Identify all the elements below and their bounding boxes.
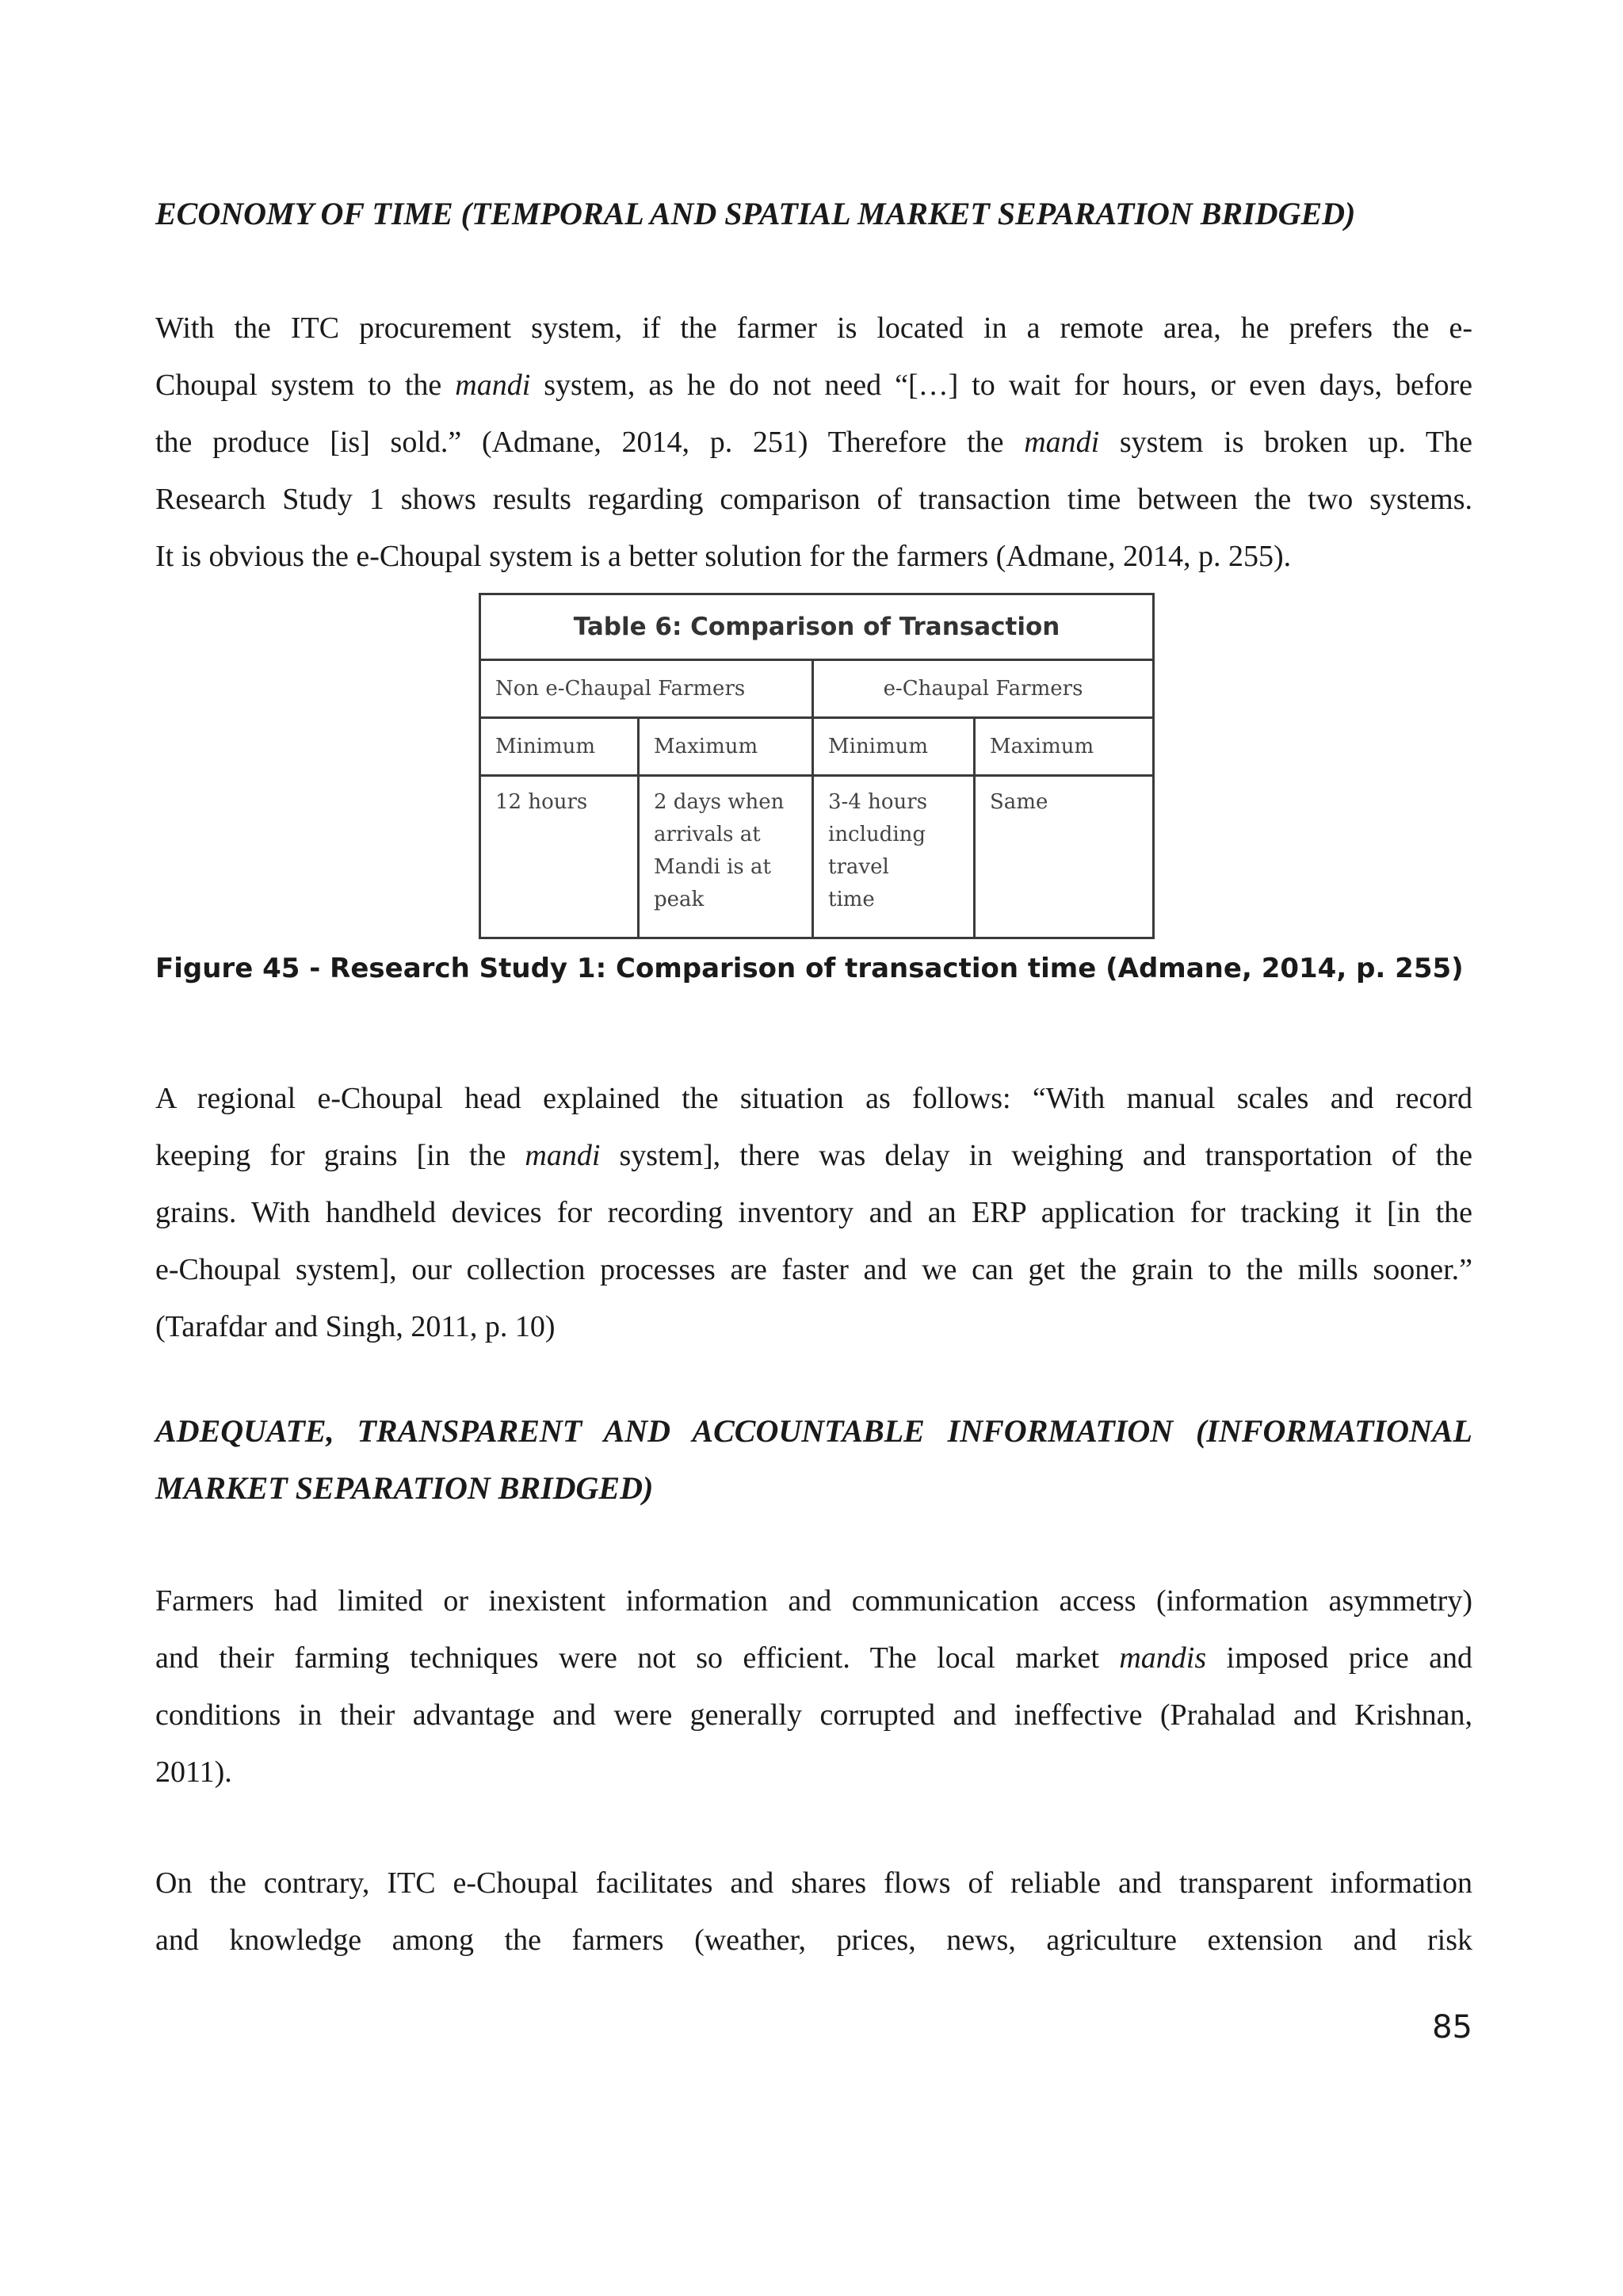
paragraph-line: and their farming techniques were not so efficient. The local market mandis imposed price and (155, 1641, 1472, 1675)
paragraph-line: e-Choupal system], our collection processes are faster and we can get the grain to the mills sooner.” (155, 1253, 1472, 1286)
table-cell: 2 days when arrivals at Mandi is at peak (639, 776, 813, 938)
italic-term: mandi (525, 1139, 601, 1172)
paragraph-line: Choupal system to the mandi system, as he do not need “[…] to wait for hours, or even days, before (155, 369, 1473, 402)
paragraph-line: Farmers had limited or inexistent information and communication access (information asymmetry) (155, 1584, 1472, 1618)
paragraph-line: and knowledge among the farmers (weather, prices, news, agriculture extension and risk (155, 1924, 1472, 1957)
paragraph-line: Research Study 1 shows results regarding comparison of transaction time between the two systems. (155, 483, 1472, 516)
heading-line: ADEQUATE, TRANSPARENT AND ACCOUNTABLE INFORMATION (INFORMATIONAL (155, 1413, 1472, 1449)
heading-line: MARKET SEPARATION BRIDGED) (155, 1470, 654, 1506)
comparison-table-figure (479, 593, 1152, 930)
paragraph-line: On the contrary, ITC e-Choupal facilitates and shares flows of reliable and transparent information (155, 1866, 1472, 1900)
paragraph-line: With the ITC procurement system, if the farmer is located in a remote area, he prefers the e- (155, 311, 1472, 345)
table-cell: 12 hours (480, 776, 639, 938)
paragraph-line: It is obvious the e-Choupal system is a better solution for the farmers (Admane, 2014, p. 255). (155, 540, 1292, 573)
paragraph-itc-facilitates (155, 1855, 1472, 1969)
paragraph-procurement-system (155, 300, 1472, 585)
italic-term: mandi (455, 369, 531, 402)
comparison-table (479, 593, 1155, 939)
section-heading-information (155, 1403, 1472, 1517)
italic-term: mandi (1024, 426, 1100, 459)
paragraph-limited-information (155, 1572, 1472, 1801)
group-header-echaupal: e-Chaupal Farmers (813, 660, 1154, 718)
page-number: 85 (1432, 2009, 1472, 2046)
paragraph-regional-head-quote (155, 1070, 1472, 1355)
column-header-minimum: Minimum (480, 718, 639, 776)
table-title: Table 6: Comparison of Transaction (480, 594, 1154, 660)
paragraph-line: 2011). (155, 1755, 232, 1789)
figure-caption: Figure 45 - Research Study 1: Comparison of transaction time (Admane, 2014, p. 255) (155, 953, 1464, 984)
group-header-non-echaupal: Non e-Chaupal Farmers (480, 660, 813, 718)
paragraph-line: conditions in their advantage and were generally corrupted and ineffective (Prahalad and Krishnan, (155, 1698, 1472, 1732)
column-header-maximum: Maximum (639, 718, 813, 776)
table-cell: 3-4 hours including travel time (813, 776, 975, 938)
table-cell: Same (975, 776, 1154, 938)
paragraph-line: keeping for grains [in the mandi system], there was delay in weighing and transportation of the (155, 1139, 1472, 1172)
paragraph-line: (Tarafdar and Singh, 2011, p. 10) (155, 1310, 556, 1343)
column-header-maximum: Maximum (975, 718, 1154, 776)
paragraph-line: the produce [is] sold.” (Admane, 2014, p. 251) Therefore the mandi system is broken up. The (155, 426, 1472, 459)
italic-term: mandis (1119, 1641, 1207, 1675)
section-heading-economy-of-time: ECONOMY OF TIME (TEMPORAL AND SPATIAL MARKET SEPARATION BRIDGED) (155, 196, 1356, 231)
column-header-minimum: Minimum (813, 718, 975, 776)
paragraph-line: A regional e-Choupal head explained the situation as follows: “With manual scales and record (155, 1082, 1472, 1115)
paragraph-line: grains. With handheld devices for recording inventory and an ERP application for tracking it [in the (155, 1196, 1472, 1229)
